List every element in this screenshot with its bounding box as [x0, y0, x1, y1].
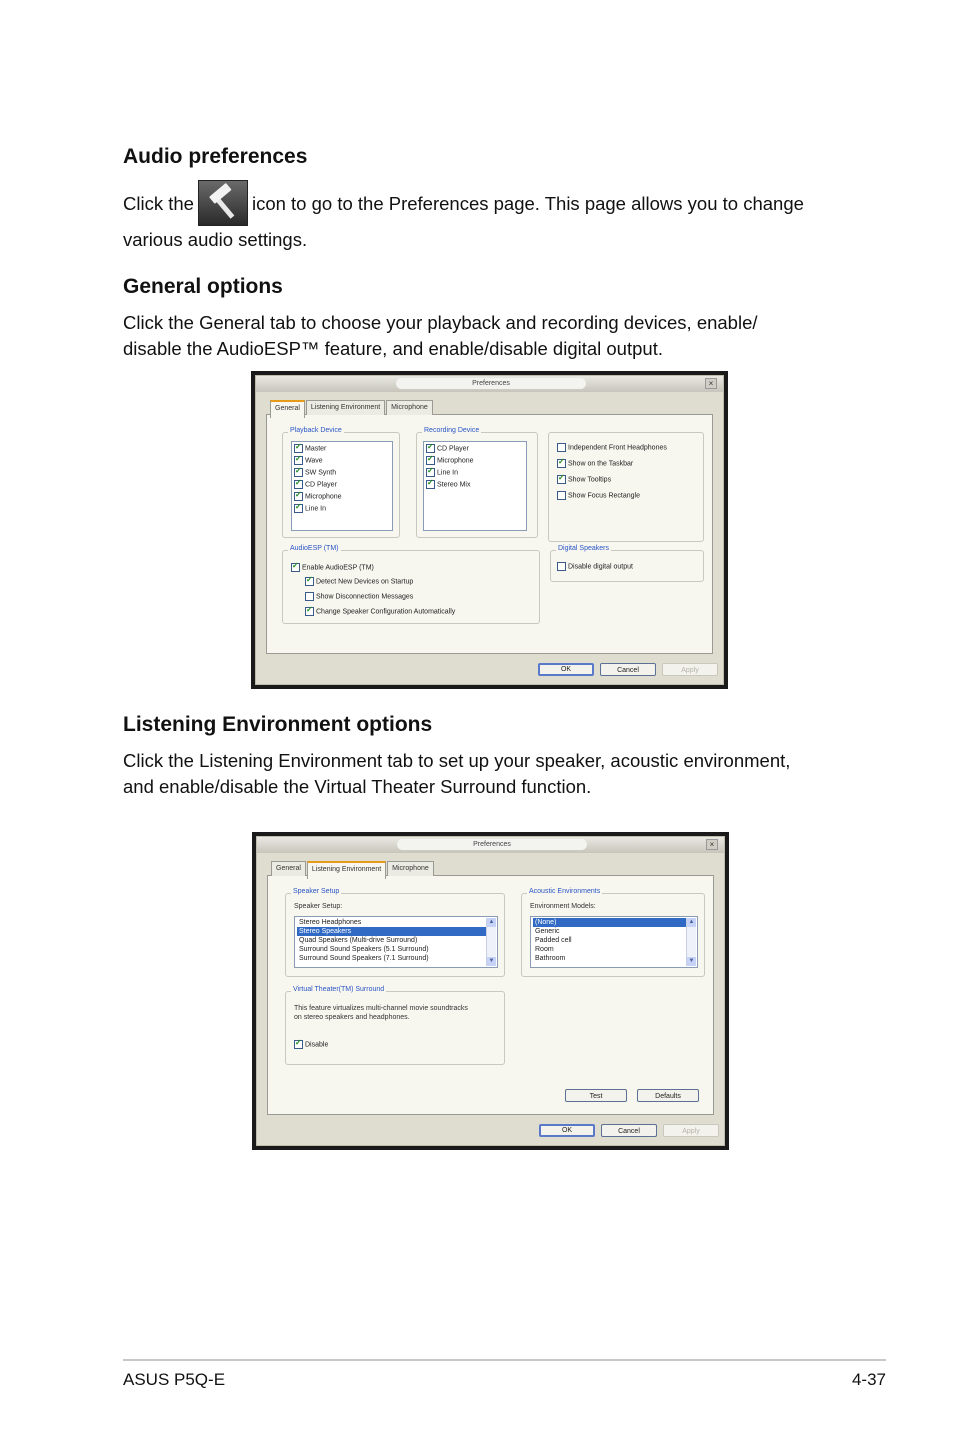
tab-listening-environment[interactable]: Listening Environment	[307, 861, 386, 879]
ok-button[interactable]: OK	[538, 663, 594, 676]
scroll-down-icon[interactable]: ▼	[688, 958, 695, 964]
defaults-button[interactable]: Defaults	[637, 1089, 699, 1102]
checkbox[interactable]	[557, 562, 566, 571]
checkbox-label: Show on the Taskbar	[568, 460, 634, 468]
speaker-setup-label: Speaker Setup:	[294, 903, 343, 910]
environment-models-list[interactable]	[530, 916, 698, 968]
list-item[interactable]: Quad Speakers (Multi-drive Surround)	[299, 937, 418, 944]
tab-general[interactable]: General	[271, 861, 306, 876]
apply-button[interactable]: Apply	[662, 663, 718, 676]
checkbox[interactable]	[294, 468, 303, 477]
title-bar	[256, 376, 723, 392]
display-options-group	[548, 432, 704, 542]
checkbox-label: Detect New Devices on Startup	[316, 578, 414, 586]
speaker-setup-legend: Speaker Setup	[293, 888, 340, 895]
checkbox-label: Show Tooltips	[568, 476, 612, 484]
preferences-window	[256, 836, 725, 1146]
option-detect-new-devices[interactable]	[305, 577, 413, 586]
checkbox-label: CD Player	[437, 445, 469, 453]
list-item[interactable]: Room	[535, 946, 554, 953]
acoustic-environments-group	[521, 888, 705, 977]
close-button[interactable]: ×	[706, 839, 718, 850]
checkbox[interactable]	[426, 456, 435, 465]
checkbox[interactable]	[305, 577, 314, 586]
digital-speakers-group	[550, 545, 704, 582]
checkbox[interactable]	[291, 563, 300, 572]
vts-description-line1: This feature virtualizes multi-channel movie soundtracks	[294, 1005, 468, 1012]
checkbox[interactable]	[294, 492, 303, 501]
paragraph-general-line1: Click the General tab to choose your playback and recording devices, enable/	[123, 312, 758, 333]
list-item[interactable]: Padded cell	[535, 937, 572, 944]
preferences-general-screenshot	[251, 371, 728, 689]
playback-item[interactable]	[294, 444, 326, 453]
virtual-theater-surround-group	[285, 986, 505, 1065]
heading-listening-environment: Listening Environment options	[123, 713, 433, 736]
heading-general-options: General options	[123, 275, 283, 298]
paragraph-audio-preferences	[123, 180, 853, 228]
hammer-icon	[198, 180, 248, 226]
close-button[interactable]: ×	[705, 378, 717, 389]
option-show-disconnection[interactable]	[305, 592, 413, 601]
paragraph-listening-line2: and enable/disable the Virtual Theater Surround function.	[123, 776, 592, 797]
recording-item[interactable]	[426, 456, 474, 465]
scrollbar[interactable]	[486, 918, 496, 966]
list-item[interactable]: Surround Sound Speakers (5.1 Surround)	[299, 946, 429, 953]
playback-item[interactable]	[294, 468, 336, 477]
checkbox-label: Master	[305, 445, 327, 453]
list-item[interactable]: Stereo Headphones	[299, 919, 362, 926]
checkbox[interactable]	[294, 444, 303, 453]
checkbox[interactable]	[294, 456, 303, 465]
recording-item[interactable]	[426, 480, 470, 489]
window-title: Preferences	[396, 378, 586, 389]
test-button[interactable]: Test	[565, 1089, 627, 1102]
option-disable-vts[interactable]	[294, 1040, 328, 1049]
checkbox-label: Enable AudioESP (TM)	[302, 564, 374, 572]
list-item[interactable]: Stereo Speakers	[297, 927, 487, 936]
cancel-button[interactable]: Cancel	[601, 1124, 657, 1137]
recording-item[interactable]	[426, 444, 469, 453]
environment-models-label: Environment Models:	[530, 903, 596, 910]
digital-speakers-legend: Digital Speakers	[558, 545, 609, 552]
tab-listening-environment[interactable]: Listening Environment	[306, 400, 385, 415]
audioesp-group	[282, 545, 540, 624]
recording-item[interactable]	[426, 468, 458, 477]
checkbox[interactable]	[557, 443, 566, 452]
footer-product-name: ASUS P5Q-E	[123, 1370, 226, 1389]
vts-description-line2: on stereo speakers and headphones.	[294, 1014, 410, 1021]
checkbox[interactable]	[294, 480, 303, 489]
checkbox-label: Change Speaker Configuration Automatically	[316, 608, 456, 616]
heading-audio-preferences: Audio preferences	[123, 145, 308, 168]
checkbox-label: Line In	[305, 505, 327, 513]
footer-rule	[123, 1359, 886, 1361]
scroll-up-icon[interactable]: ▲	[488, 919, 495, 925]
playback-item[interactable]	[294, 492, 342, 501]
speaker-setup-group	[285, 888, 505, 977]
checkbox[interactable]	[294, 1040, 303, 1049]
scroll-up-icon[interactable]: ▲	[688, 919, 695, 925]
checkbox-label: Disable	[305, 1041, 329, 1049]
checkbox[interactable]	[305, 592, 314, 601]
checkbox[interactable]	[557, 459, 566, 468]
tab-strip	[271, 861, 435, 876]
checkbox[interactable]	[557, 475, 566, 484]
recording-device-legend: Recording Device	[424, 427, 480, 434]
preferences-listening-screenshot	[252, 832, 729, 1150]
option-enable-audioesp[interactable]	[291, 563, 374, 572]
checkbox[interactable]	[557, 491, 566, 500]
checkbox-label: SW Synth	[305, 469, 337, 477]
window-title: Preferences	[397, 839, 587, 850]
playback-device-legend: Playback Device	[290, 427, 342, 434]
option-independent-front-headphones[interactable]	[557, 443, 667, 452]
list-item[interactable]: (None)	[533, 918, 687, 927]
title-bar	[257, 837, 724, 853]
checkbox-label: Independent Front Headphones	[568, 444, 667, 452]
checkbox-label: Microphone	[305, 493, 342, 501]
speaker-setup-list[interactable]	[294, 916, 498, 968]
checkbox-label: Show Focus Rectangle	[568, 492, 640, 500]
checkbox[interactable]	[426, 468, 435, 477]
recording-device-list	[423, 441, 527, 531]
apply-button[interactable]: Apply	[663, 1124, 719, 1137]
playback-item[interactable]	[294, 480, 337, 489]
acoustic-environments-legend: Acoustic Environments	[529, 888, 601, 895]
option-show-on-taskbar[interactable]	[557, 459, 633, 468]
playback-device-group	[282, 427, 400, 538]
paragraph-general-line2: disable the AudioESP™ feature, and enable/disable digital output.	[123, 338, 663, 359]
checkbox-label: Show Disconnection Messages	[316, 593, 414, 601]
text-after-icon: icon to go to the Preferences page. This page allows you to change	[251, 193, 804, 214]
checkbox[interactable]	[305, 607, 314, 616]
list-item[interactable]: Bathroom	[535, 955, 566, 962]
preferences-window	[255, 375, 724, 685]
playback-device-list	[291, 441, 393, 531]
checkbox-label: Stereo Mix	[437, 481, 471, 489]
checkbox[interactable]	[426, 480, 435, 489]
option-show-focus-rectangle[interactable]	[557, 491, 640, 500]
scroll-down-icon[interactable]: ▼	[488, 958, 495, 964]
list-item[interactable]: Surround Sound Speakers (7.1 Surround)	[299, 955, 429, 962]
checkbox-label: Wave	[305, 457, 323, 465]
scrollbar[interactable]	[686, 918, 696, 966]
checkbox-label: Disable digital output	[568, 563, 633, 571]
audioesp-legend: AudioESP (TM)	[290, 545, 339, 552]
checkbox[interactable]	[426, 444, 435, 453]
option-change-speaker-config[interactable]	[305, 607, 455, 616]
playback-item[interactable]	[294, 456, 323, 465]
tab-strip	[270, 400, 434, 415]
text-various-audio: various audio settings.	[123, 229, 308, 250]
footer-page-number: 4-37	[851, 1370, 886, 1389]
list-item[interactable]: Generic	[535, 928, 560, 935]
checkbox-label: CD Player	[305, 481, 337, 489]
tab-microphone[interactable]: Microphone	[386, 400, 433, 415]
checkbox[interactable]	[294, 504, 303, 513]
playback-item[interactable]	[294, 504, 326, 513]
virtual-theater-surround-legend: Virtual Theater(TM) Surround	[293, 986, 385, 993]
checkbox-label: Line In	[437, 469, 459, 477]
checkbox-label: Microphone	[437, 457, 474, 465]
paragraph-listening-line1: Click the Listening Environment tab to set up your speaker, acoustic environment,	[123, 750, 791, 771]
option-disable-digital-output[interactable]	[557, 562, 633, 571]
ok-button[interactable]: OK	[539, 1124, 595, 1137]
tab-microphone[interactable]: Microphone	[387, 861, 434, 876]
tab-general[interactable]: General	[270, 400, 305, 418]
recording-device-group	[416, 427, 538, 538]
text-click-the: Click the	[123, 193, 194, 214]
option-show-tooltips[interactable]	[557, 475, 611, 484]
cancel-button[interactable]: Cancel	[600, 663, 656, 676]
